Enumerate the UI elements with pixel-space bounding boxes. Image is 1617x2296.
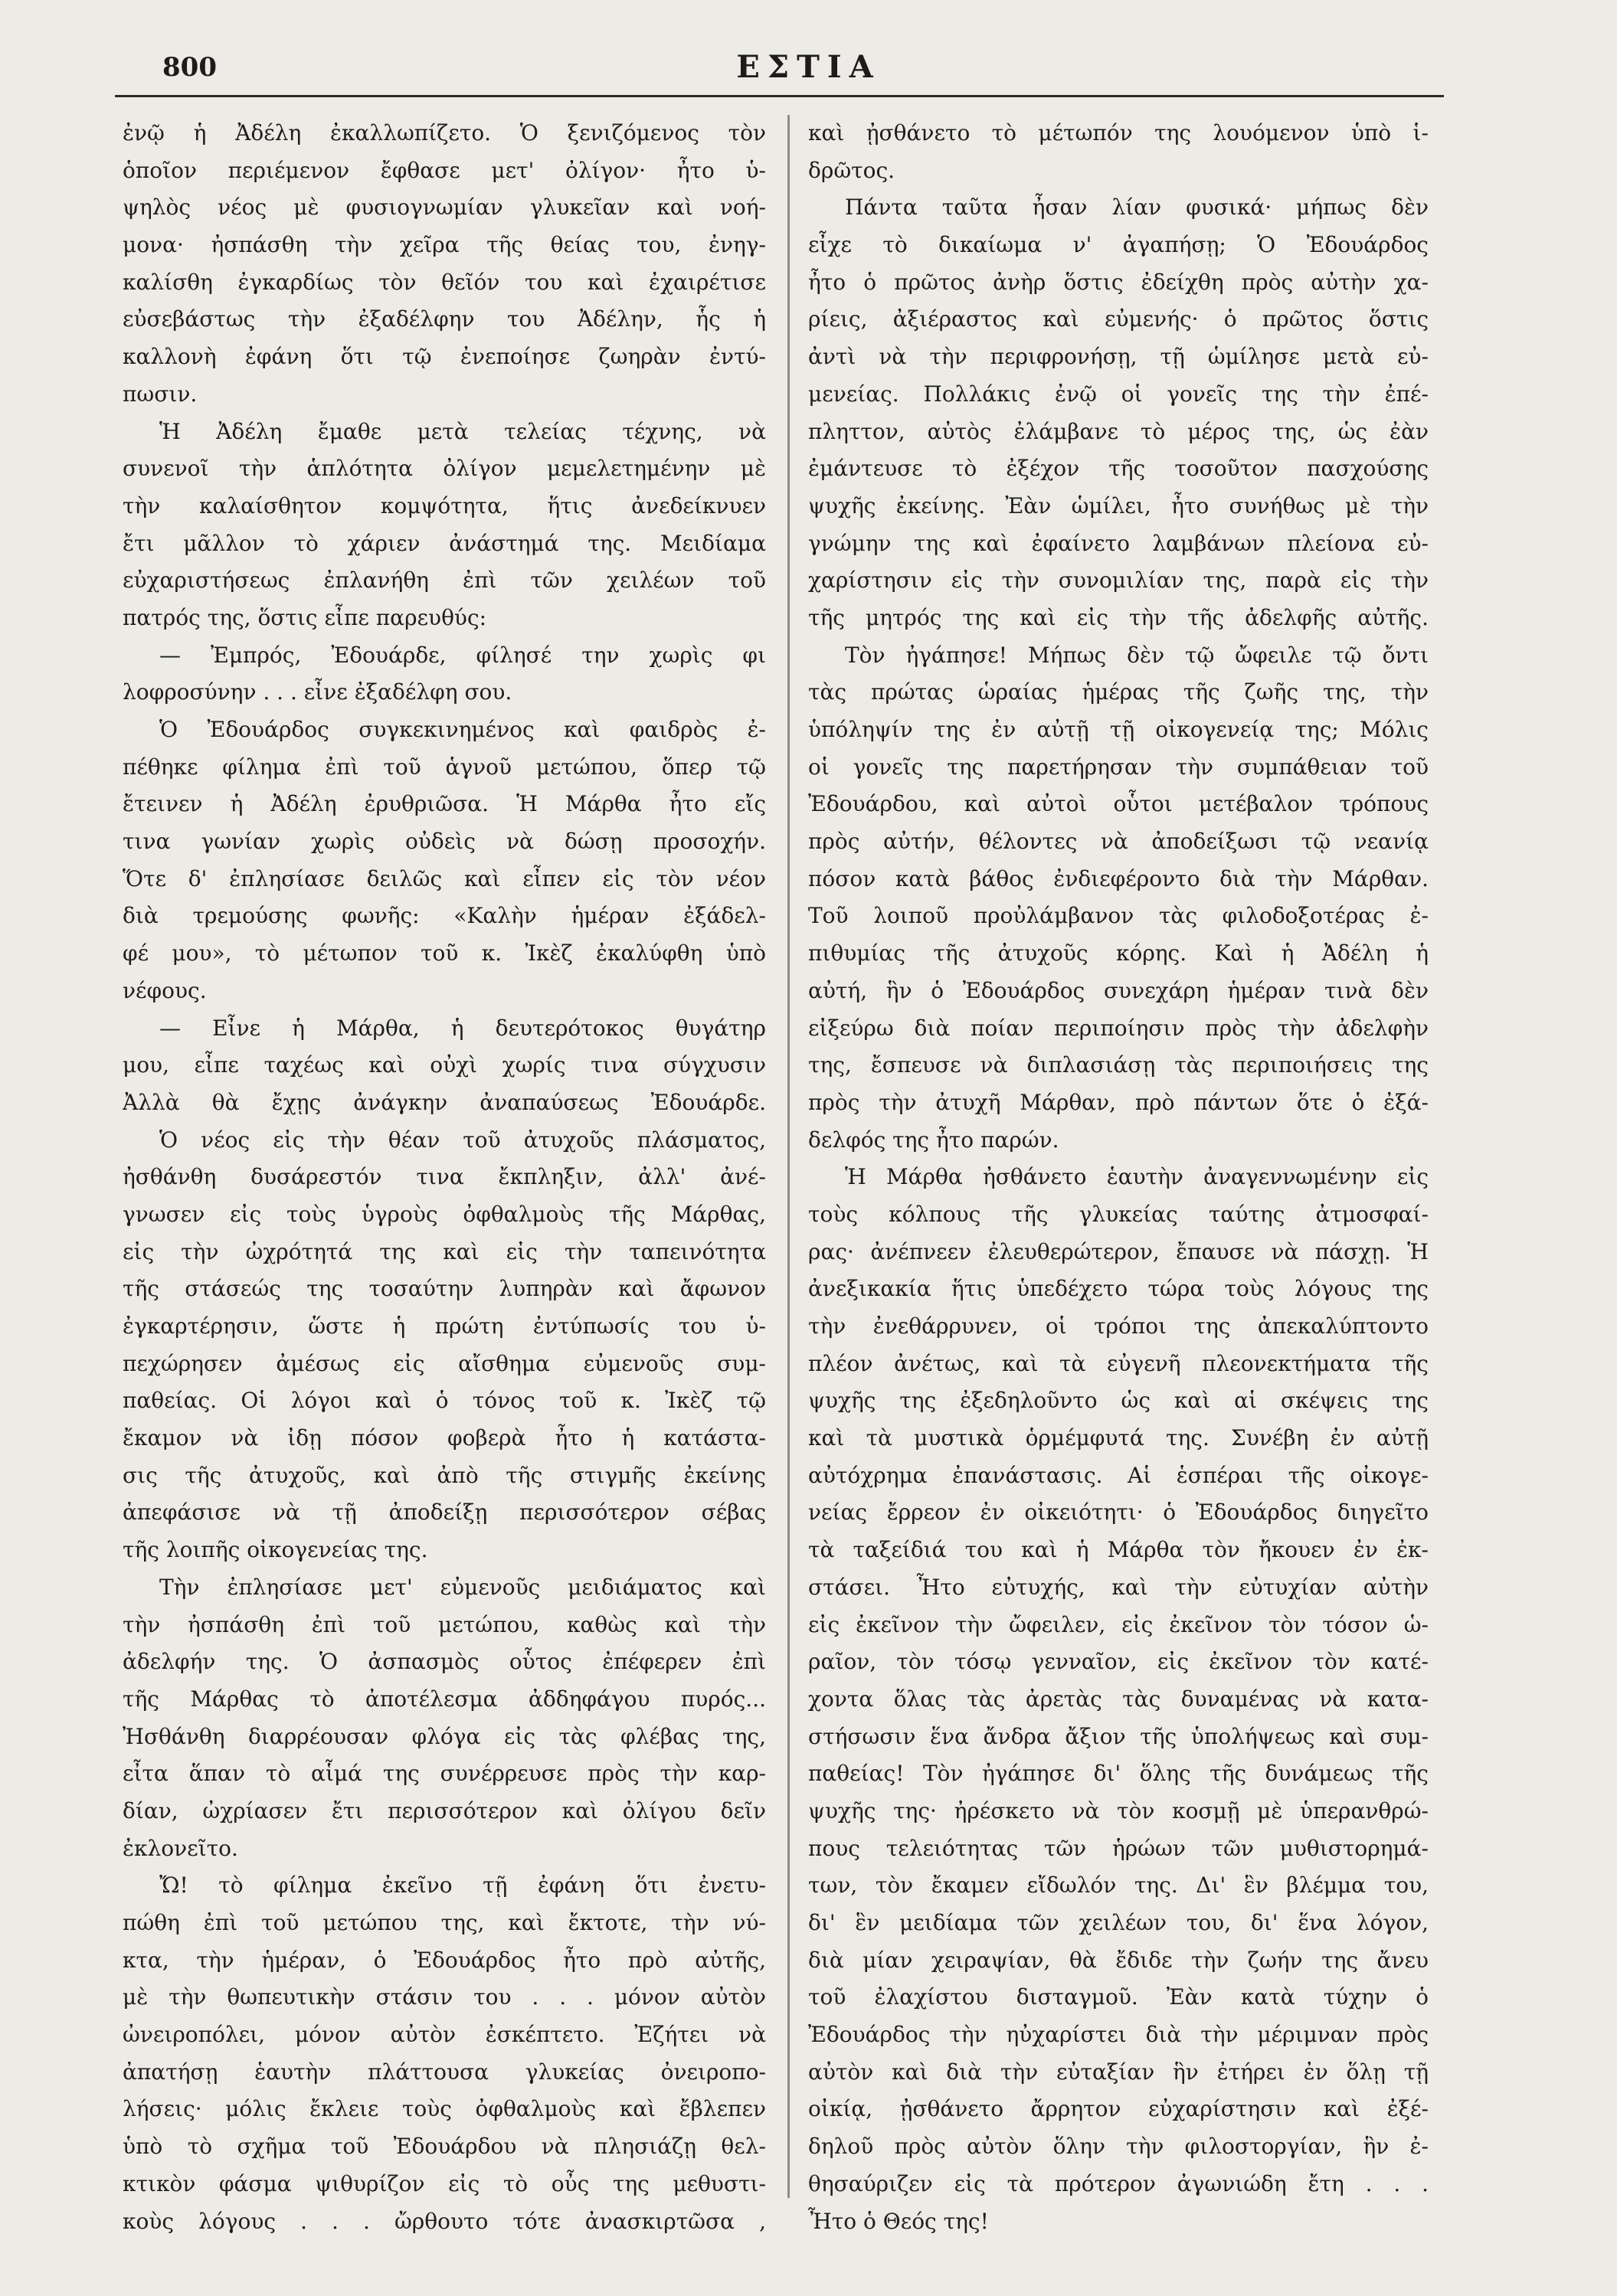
text-line: Πάντα ταῦτα ἦσαν λίαν φυσικά· μήπως δὲν [845, 195, 1429, 221]
text-line: δι' ἓν μειδίαμα τῶν χειλέων του, δι' ἕνα λόγον, [808, 1910, 1429, 1935]
text-line: δίαν, ὠχρίασεν ἔτι περισσότερον καὶ ὀλίγου δεῖν [123, 1797, 766, 1823]
left-column [123, 115, 766, 2240]
text-line: τῆς Μάρθας τὸ ἀποτέλεσμα ἀδδηφάγου πυρός... [123, 1686, 766, 1712]
text-line: δελφός της ἦτο παρών. [808, 1127, 1059, 1153]
text-line: διὰ μίαν χειραψίαν, θὰ ἔδιδε τὴν ζωήν της ἄνευ [808, 1947, 1429, 1973]
text-line: πέθηκε φίλημα ἐπὶ τοῦ ἁγνοῦ μετώπου, ὅπερ τῷ [123, 754, 766, 780]
text-line: ἐκλονεῖτο. [123, 1835, 238, 1861]
text-line: Τὴν ἐπλησίασε μετ' εὐμενοῦς μειδιάματος καὶ [159, 1574, 766, 1600]
text-line: Ἠσθάνθη διαρρέουσαν φλόγα εἰς τὰς φλέβας της, [123, 1723, 766, 1749]
text-line: ὑπὸ τὸ σχῆμα τοῦ Ἐδουάρδου νὰ πλησιάζῃ θελ- [123, 2134, 766, 2160]
text-line: τοὺς κόλπους τῆς γλυκείας ταύτης ἀτμοσφαί- [808, 1201, 1429, 1227]
text-line: καὶ ᾐσθάνετο τὸ μέτωπόν της λουόμενον ὑπὸ ἱ- [808, 120, 1429, 146]
text-line: ψυχῆς της ἐξεδηλοῦντο ὡς καὶ αἱ σκέψεις της [808, 1388, 1429, 1414]
text-line: φέ μου», τὸ μέτωπον τοῦ κ. Ἰκὲζ ἐκαλύφθη ὑπὸ [123, 940, 766, 966]
text-line: ἔτεινεν ἡ Ἀδέλη ἐρυθριῶσα. Ἡ Μάρθα ἦτο εἴς [123, 791, 766, 817]
text-line: ἠσθάνθη δυσάρεστόν τινα ἔκπληξιν, ἀλλ' ἀνέ- [123, 1164, 766, 1190]
text-line: τῆς μητρός της καὶ εἰς τὴν τῆς ἀδελφῆς αὐτῆς. [808, 604, 1429, 630]
text-line: τὰς πρώτας ὡραίας ἡμέρας τῆς ζωῆς της, τὴν [808, 679, 1429, 705]
text-line: ἀνεξικακία ἥτις ὑπεδέχετο τώρα τοὺς λόγους της [808, 1276, 1429, 1302]
text-line: τοῦ ἐλαχίστου δισταγμοῦ. Ἐὰν κατὰ τύχην ὁ [808, 1984, 1429, 2010]
text-line: χαρίστησιν εἰς τὴν συνομιλίαν της, παρὰ εἰς τὴν [808, 567, 1429, 594]
text-line: τὰ ταξείδιά του καὶ ἡ Μάρθα τὸν ἤκουεν ἐν ἐκ- [808, 1537, 1429, 1563]
text-line: ἦτο ὁ πρῶτος ἀνὴρ ὅστις ἐδείχθη πρὸς αὐτὴν χα- [808, 269, 1429, 295]
text-line: ψηλὸς νέος μὲ φυσιογνωμίαν γλυκεῖαν καὶ νοή- [123, 195, 766, 221]
text-line: ραῖον, τὸν τόσῳ γενναῖον, εἰς ἐκεῖνον τὸν κατέ- [808, 1649, 1429, 1675]
text-line: αὐτόχρημα ἐπανάστασις. Αἱ ἑσπέραι τῆς οἰκογε- [808, 1462, 1429, 1488]
text-line: τὴν καλαίσθητον κομψότητα, ἥτις ἀνεδείκνυεν [123, 492, 766, 518]
text-line: καλλονὴ ἐφάνη ὅτι τῷ ἐνεποίησε ζωηρὰν ἐντύ- [123, 344, 766, 370]
text-line: χοντα ὅλας τὰς ἀρετὰς τὰς δυναμένας νὰ κατα- [808, 1686, 1429, 1712]
text-line: της, ἔσπευσε νὰ διπλασιάσῃ τὰς περιποιήσεις της [808, 1052, 1429, 1078]
running-title: ΕΣΤΙΑ [736, 49, 881, 85]
text-line: πατρός της, ὅστις εἶπε παρευθύς: [123, 604, 487, 630]
text-line: τὴν ἐνεθάρρυνεν, οἱ τρόποι της ἀπεκαλύπτοντο [808, 1313, 1429, 1339]
text-line: θησαύριζεν εἰς τὰ πρότερον ἀγωνιώδη ἔτη . . . [808, 2170, 1429, 2196]
text-line: εἰξεύρω διὰ ποίαν περιποίησιν πρὸς τὴν ἀδελφὴν [808, 1015, 1429, 1041]
text-line: πρὸς τὴν ἀτυχῆ Μάρθαν, πρὸ πάντων ὅτε ὁ ἐξά- [808, 1089, 1429, 1115]
text-line: Ἀλλὰ θὰ ἔχῃς ἀνάγκην ἀναπαύσεως Ἐδουάρδε. [123, 1089, 766, 1115]
text-line: κτικὸν φάσμα ψιθυρίζον εἰς τὸ οὖς της μεθυστι- [123, 2170, 766, 2196]
text-line: νέφους. [123, 977, 207, 1003]
text-line: καλίσθη ἐγκαρδίως τὸν θεῖόν του καὶ ἐχαιρέτισε [123, 269, 766, 295]
text-line: ἐνῷ ἡ Ἀδέλη ἐκαλλωπίζετο. Ὁ ξενιζόμενος τὸν [123, 120, 766, 146]
text-line: εἶτα ἅπαν τὸ αἷμά της συνέρρευσε πρὸς τὴν καρ- [123, 1761, 766, 1787]
right-column [808, 115, 1429, 2240]
text-line: παθείας! Τὸν ἠγάπησε δι' ὅλης τῆς δυνάμεως τῆς [808, 1761, 1429, 1787]
text-line: ἐμάντευσε τὸ ἐξέχον τῆς τοσοῦτον πασχούσης [808, 456, 1429, 482]
text-line: μου, εἶπε ταχέως καὶ οὐχὶ χωρίς τινα σύγχυσιν [123, 1052, 766, 1078]
text-line: εἰς τὴν ὠχρότητά της καὶ εἰς τὴν ταπεινότητα [123, 1238, 766, 1264]
header-rule [115, 95, 1444, 97]
text-line: τῆς στάσεώς της τοσαύτην λυπηρὰν καὶ ἄφωνον [123, 1276, 766, 1302]
text-line: πιθυμίας τῆς ἀτυχοῦς κόρης. Καὶ ἡ Ἀδέλη ἡ [808, 940, 1429, 966]
text-line: γνώμην της καὶ ἐφαίνετο λαμβάνων πλείονα εὐ- [808, 530, 1429, 556]
text-line: ρας· ἀνέπνεεν ἐλευθερώτερον, ἔπαυσε νὰ πάσχῃ. Ἡ [808, 1238, 1429, 1264]
text-line: Ὅτε δ' ἐπλησίασε δειλῶς καὶ εἶπεν εἰς τὸν νέον [123, 865, 766, 891]
text-line: ἀπατήσῃ ἑαυτὴν πλάττουσα γλυκείας ὀνειροπο- [123, 2059, 766, 2085]
text-line: Ὁ νέος εἰς τὴν θέαν τοῦ ἀτυχοῦς πλάσματος, [159, 1127, 766, 1153]
text-line: πρὸς αὐτήν, θέλοντες νὰ ἀποδείξωσι τῷ νεανίᾳ [808, 829, 1429, 855]
text-line: των, τὸν ἔκαμεν εἴδωλόν της. Δι' ἓν βλέμμα του, [808, 1872, 1429, 1899]
text-line: ἀδελφήν της. Ὁ ἀσπασμὸς οὗτος ἐπέφερεν ἐπὶ [123, 1649, 766, 1675]
text-line: στήσωσιν ἕνα ἄνδρα ἄξιον τῆς ὑπολήψεως καὶ συμ- [808, 1723, 1429, 1749]
text-line: ὑπόληψίν της ἐν αὐτῇ τῇ οἰκογενείᾳ της; Μόλις [808, 717, 1429, 742]
text-line: κτα, τὴν ἡμέραν, ὁ Ἐδουάρδος ἦτο πρὸ αὐτῆς, [123, 1947, 766, 1973]
text-line: αὐτή, ἣν ὁ Ἐδουάρδος συνεχάρη ἡμέραν τινὰ δὲν [808, 977, 1429, 1003]
text-line: τινα γωνίαν χωρὶς οὐδεὶς νὰ δώσῃ προσοχήν. [123, 829, 766, 855]
text-line: διὰ τρεμούσης φωνῆς: «Καλὴν ἡμέραν ἐξάδελ- [123, 903, 766, 929]
text-line: ἀπεφάσισε νὰ τῇ ἀποδείξῃ περισσότερον σέβας [123, 1500, 766, 1526]
text-line: Ἐδουάρδου, καὶ αὐτοὶ οὗτοι μετέβαλον τρόπους [808, 791, 1429, 817]
column-divider [787, 115, 790, 2198]
text-line: Ὤ! τὸ φίλημα ἐκεῖνο τῇ ἐφάνη ὅτι ἐνετυ- [159, 1872, 766, 1899]
text-line: δηλοῦ πρὸς αὐτὸν ὅλην τὴν φιλοστοργίαν, ἣν ἐ- [808, 2134, 1429, 2160]
text-line: πώθη ἐπὶ τοῦ μετώπου της, καὶ ἔκτοτε, τὴν νύ- [123, 1910, 766, 1935]
text-line: στάσει. Ἦτο εὐτυχής, καὶ τὴν εὐτυχίαν αὐτὴν [808, 1574, 1429, 1600]
text-line: πους τελειότητας τῶν ἡρώων τῶν μυθιστορημά- [808, 1835, 1429, 1861]
page-number: 800 [162, 52, 217, 83]
text-line: αὐτὸν καὶ διὰ τὴν εὐταξίαν ἣν ἐτήρει ἐν ὅλῃ τῇ [808, 2059, 1429, 2085]
text-line: παθείας. Οἱ λόγοι καὶ ὁ τόνος τοῦ κ. Ἰκὲζ τῷ [123, 1388, 766, 1414]
text-line: Ἐδουάρδος τὴν ηὐχαρίστει διὰ τὴν μέριμναν πρὸς [808, 2022, 1429, 2048]
text-line: ψυχῆς της· ἠρέσκετο νὰ τὸν κοσμῇ μὲ ὑπερανθρώ- [808, 1797, 1429, 1823]
text-line: Ἦτο ὁ Θεός της! [808, 2208, 989, 2234]
text-line: — Ἐμπρός, Ἐδουάρδε, φίλησέ την χωρὶς φι [159, 642, 766, 668]
text-line: ὁποῖον περιέμενον ἔφθασε μετ' ὀλίγον· ἦτο ὑ- [123, 157, 766, 183]
text-line: εὐχαριστήσεως ἐπλανήθη ἐπὶ τῶν χειλέων τοῦ [123, 567, 766, 594]
text-line: πόσον κατὰ βάθος ἐνδιεφέροντο διὰ τὴν Μάρθαν. [808, 865, 1429, 891]
text-line: μὲ τὴν θωπευτικὴν στάσιν του . . . μόνον αὐτὸν [123, 1984, 766, 2010]
text-line: ἔτι μᾶλλον τὸ χάριεν ἀνάστημά της. Μειδίαμα [123, 530, 766, 556]
text-line: Τὸν ἠγάπησε! Μήπως δὲν τῷ ὤφειλε τῷ ὄντι [845, 642, 1429, 668]
text-line: σις τῆς ἀτυχοῦς, καὶ ἀπὸ τῆς στιγμῆς ἐκείνης [123, 1462, 766, 1488]
text-line: μονα· ἠσπάσθη τὴν χεῖρα τῆς θείας του, ἐνηγ- [123, 232, 766, 258]
text-line: εἶχε τὸ δικαίωμα ν' ἀγαπήσῃ; Ὁ Ἐδουάρδος [808, 232, 1429, 258]
text-line: συνενοῖ τὴν ἁπλότητα ὀλίγον μεμελετημένην μὲ [123, 456, 766, 482]
text-line: Τοῦ λοιποῦ προὐλάμβανον τὰς φιλοδοξοτέρας ἐ- [808, 903, 1429, 929]
text-line: πωσιν. [123, 381, 198, 407]
text-line: τὴν ἠσπάσθη ἐπὶ τοῦ μετώπου, καθὼς καὶ τὴν [123, 1611, 766, 1637]
text-line: πεχώρησεν ἀμέσως εἰς αἴσθημα εὐμενοῦς συμ- [123, 1350, 766, 1376]
text-line: εὐσεβάστως τὴν ἐξαδέλφην του Ἀδέλην, ἧς ἡ [123, 306, 766, 332]
text-line: ἐγκαρτέρησιν, ὥστε ἡ πρώτη ἐντύπωσίς του ὑ- [123, 1313, 766, 1339]
text-line: καὶ τὰ μυστικὰ ὁρμέμφυτά της. Συνέβη ἐν αὐτῇ [808, 1425, 1429, 1451]
text-line: λοφροσύνην . . . εἶνε ἐξαδέλφη σου. [123, 679, 512, 705]
text-line: πλέον ἀνέτως, καὶ τὰ εὐγενῆ πλεονεκτήματα τῆς [808, 1350, 1429, 1376]
text-line: λήσεις· μόλις ἔκλειε τοὺς ὀφθαλμοὺς καὶ ἔβλεπεν [123, 2096, 766, 2122]
text-line: ψυχῆς ἐκείνης. Ἐὰν ὡμίλει, ἦτο συνήθως μὲ τὴν [808, 492, 1429, 518]
text-line: Ἡ Μάρθα ἠσθάνετο ἑαυτὴν ἀναγεννωμένην εἰς [845, 1164, 1429, 1190]
text-line: ἀντὶ νὰ τὴν περιφρονήσῃ, τῇ ὡμίλησε μετὰ εὐ- [808, 344, 1429, 370]
text-line: ρίεις, ἀξιέραστος καὶ εὐμενής· ὁ πρῶτος ὅστις [808, 306, 1429, 332]
text-line: Ὁ Ἐδουάρδος συγκεκινημένος καὶ φαιδρὸς ἐ- [159, 717, 766, 742]
text-line: κοὺς λόγους . . . ὤρθουτο τότε ἀνασκιρτῶσα , [123, 2208, 766, 2234]
text-line: μενείας. Πολλάκις ἐνῷ οἱ γονεῖς της τὴν ἐπέ- [808, 381, 1429, 407]
text-line: δρῶτος. [808, 157, 895, 183]
text-line: οἱ γονεῖς της παρετήρησαν τὴν συμπάθειαν τοῦ [808, 754, 1429, 780]
text-line: νείας ἔρρεον ἐν οἰκειότητι· ὁ Ἐδουάρδος διηγεῖτο [808, 1500, 1429, 1526]
text-line: Ἡ Ἀδέλη ἔμαθε μετὰ τελείας τέχνης, νὰ [159, 418, 766, 444]
text-line: ὠνειροπόλει, μόνον αὐτὸν ἐσκέπτετο. Ἐζήτει νὰ [123, 2022, 766, 2048]
text-line: ἔκαμον νὰ ἰδῃ πόσον φοβερὰ ἦτο ἡ κατάστα- [123, 1425, 766, 1451]
text-line: εἰς ἐκεῖνον τὴν ὤφειλεν, εἰς ἐκεῖνον τὸν τόσον ὡ- [808, 1611, 1429, 1637]
text-line: — Εἶνε ἡ Μάρθα, ἡ δευτερότοκος θυγάτηρ [159, 1015, 766, 1041]
text-line: οἰκίᾳ, ᾐσθάνετο ἄρρητον εὐχαρίστησιν καὶ ἐξέ- [808, 2096, 1429, 2122]
text-line: τῆς λοιπῆς οἰκογενείας της. [123, 1537, 428, 1563]
text-line: γνωσεν εἰς τοὺς ὑγροὺς ὀφθαλμοὺς τῆς Μάρθας, [123, 1201, 766, 1227]
text-line: πληττον, αὐτὸς ἐλάμβανε τὸ μέρος της, ὡς ἐὰν [808, 418, 1429, 444]
